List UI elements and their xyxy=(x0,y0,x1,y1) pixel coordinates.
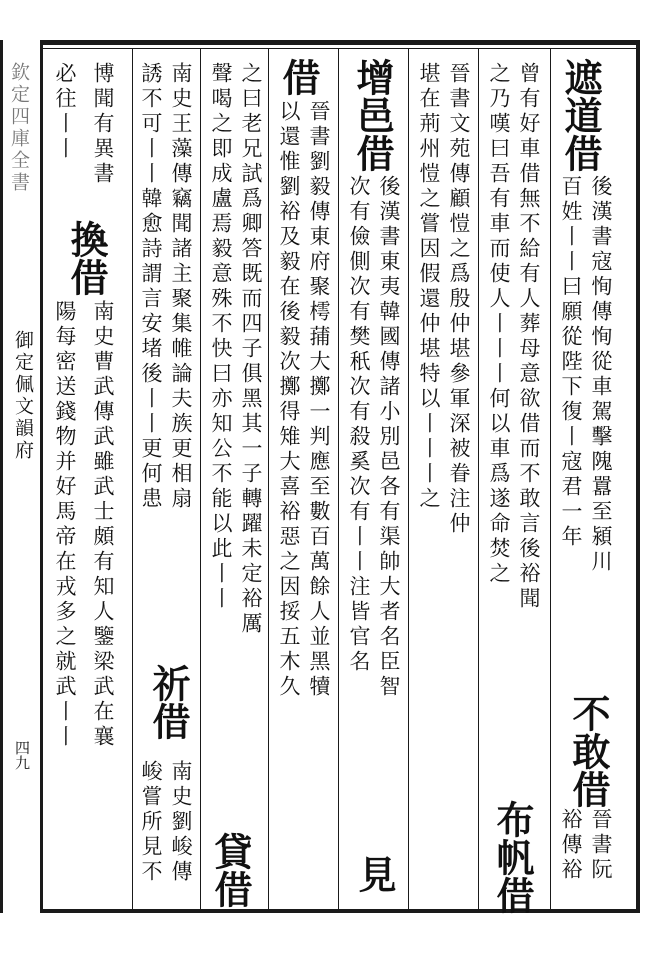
text-column: 聲喝之即成盧焉毅意殊不快曰亦知公不能以此丨丨 xyxy=(209,62,233,612)
text-column: 誘不可丨丨韓愈詩謂言安堵後丨丨更何患 xyxy=(139,62,163,512)
margin-page-number: 四九 xyxy=(13,740,31,770)
text-column: 後漢書東夷韓國傳諸小別邑各有渠帥大者名臣智 xyxy=(377,175,401,700)
column-rule xyxy=(408,48,409,909)
left-border xyxy=(40,40,43,913)
text-column: 以還惟劉裕及毅在後毅次擲得雉大喜裕惡之因挼五木久 xyxy=(277,100,301,700)
headword: 增邑借 xyxy=(350,58,395,172)
text-column: 曾有好車借無不給有人葬母意欲借而不敢言後裕聞 xyxy=(517,62,541,612)
text-column: 晉書劉毅傳東府聚樗蒱大擲一判應至數百萬餘人並黑犢 xyxy=(307,100,331,700)
column-rule xyxy=(478,48,479,909)
text-column: 陽每密送錢物并好馬帝在戎多之就武丨丨 xyxy=(53,300,77,750)
headword: 借 xyxy=(276,58,321,96)
column-rule xyxy=(268,48,269,909)
column-rule xyxy=(200,48,201,909)
text-column: 晉書阮 xyxy=(589,808,613,883)
text-column: 必往丨丨 xyxy=(53,62,77,162)
text-column: 之曰老兄試爲卿答既而四子俱黑其一子轉躍未定裕厲 xyxy=(239,62,263,637)
text-column: 堪在荊州愷之嘗因假還仲堪特以丨丨丨之 xyxy=(417,62,441,512)
headword: 換借 xyxy=(64,220,109,296)
headword: 布帆借 xyxy=(490,800,535,914)
text-column: 之乃嘆曰吾有車而使人丨丨丨何以車爲遂命焚之 xyxy=(487,62,511,587)
text-column: 南史王藻傳竊聞諸主聚集帷論夫族更相扇 xyxy=(169,62,193,512)
margin-divider xyxy=(0,40,3,913)
text-column: 次有儉側次有樊秖次有殺奚次有丨丨注皆官名 xyxy=(347,175,371,675)
text-column: 百姓丨丨曰願從陛下復丨寇君一年 xyxy=(559,175,583,550)
top-border xyxy=(40,40,640,45)
headword: 不敢借 xyxy=(566,694,611,808)
headword: 見 xyxy=(352,855,397,893)
column-rule xyxy=(338,48,339,909)
text-column: 裕傳裕 xyxy=(559,808,583,883)
headword: 貸借 xyxy=(208,832,253,908)
column-rule xyxy=(132,48,133,909)
headword: 遮道借 xyxy=(558,58,603,172)
text-column: 峻嘗所見不 xyxy=(139,760,163,885)
text-column: 南史曹武傳武雖武士頗有知人鑒梁武在襄 xyxy=(91,300,115,750)
text-column: 南史劉峻傳 xyxy=(169,760,193,885)
text-column: 晉書文苑傳顧愷之爲殷仲堪參軍深被眷注仲 xyxy=(447,62,471,537)
right-border xyxy=(636,40,640,913)
margin-book-title: 御定佩文韻府 xyxy=(12,330,34,462)
headword: 祈借 xyxy=(146,664,191,740)
text-column: 後漢書寇恂傳恂從車駕擊隗囂至潁川 xyxy=(589,175,613,575)
bottom-border xyxy=(40,909,640,913)
column-rule xyxy=(550,48,551,909)
text-column: 博聞有異書 xyxy=(91,62,115,187)
margin-top-fragment: 欽定四庫全書 xyxy=(8,62,30,194)
